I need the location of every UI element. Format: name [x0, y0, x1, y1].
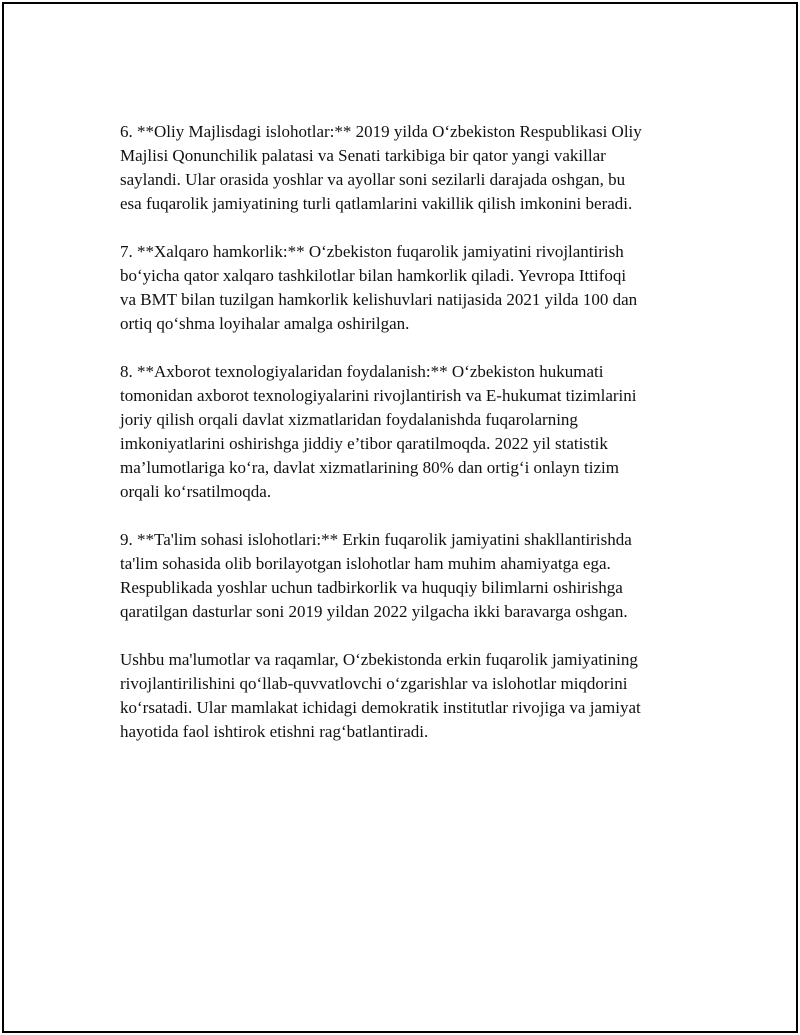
document-body — [120, 120, 690, 768]
paragraph-talim-islohotlari: 9. **Ta'lim sohasi islohotlari:** Erkin fuqarolik jamiyatini shakllantirishda ta'lim sohasida olib borilayotgan islohotlar ham muhim ahamiyatga ega. Respublikada yoshlar uchun tadbirkorlik va huquqiy bilimlarni oshirishga qaratilgan dasturlar soni 2019 yildan 2022 yilgacha ikki baravarga oshgan. — [120, 530, 632, 621]
paragraph-xalqaro-hamkorlik: 7. **Xalqaro hamkorlik:** O‘zbekiston fuqarolik jamiyatini rivojlantirish bo‘yicha qator xalqaro tashkilotlar bilan hamkorlik qiladi. Yevropa Ittifoqi va BMT bilan tuzilgan hamkorlik kelishuvlari natijasida 2021 yilda 100 dan ortiq qo‘shma loyihalar amalga oshirilgan. — [120, 242, 638, 333]
paragraph-axborot-texnologiyalari: 8. **Axborot texnologiyalaridan foydalanish:** O‘zbekiston hukumati tomonidan axborot texnologiyalarini rivojlantirish va E-hukumat tizimlarini joriy qilish orqali davlat xizmatlaridan foydalanishda fuqarolarning imkoniyatlarini oshirishga jiddiy e’tibor qaratilmoqda. 2022 yil statistik ma’lumotlariga ko‘ra, davlat xizmatlarining 80% dan ortig‘i onlayn tizim orqali ko‘rsatilmoqda. — [120, 362, 637, 501]
paragraph-oliy-majlis: 6. **Oliy Majlisdagi islohotlar:** 2019 yilda O‘zbekiston Respublikasi Oliy Majlisi Qonunchilik palatasi va Senati tarkibiga bir qator yangi vakillar saylandi. Ular orasida yoshlar va ayollar soni sezilarli darajada oshgan, bu esa fuqarolik jamiyatining turli qatlamlarini vakillik qilish imkonini beradi. — [120, 122, 642, 213]
paragraph-conclusion: Ushbu ma'lumotlar va raqamlar, O‘zbekistonda erkin fuqarolik jamiyatining rivojlantirilishini qo‘llab-quvvatlovchi o‘zgarishlar va islohotlar miqdorini ko‘rsatadi. Ular mamlakat ichidagi demokratik institutlar rivojiga va jamiyat hayotida faol ishtirok etishni rag‘batlantiradi. — [120, 650, 641, 741]
document-page — [2, 2, 798, 1033]
